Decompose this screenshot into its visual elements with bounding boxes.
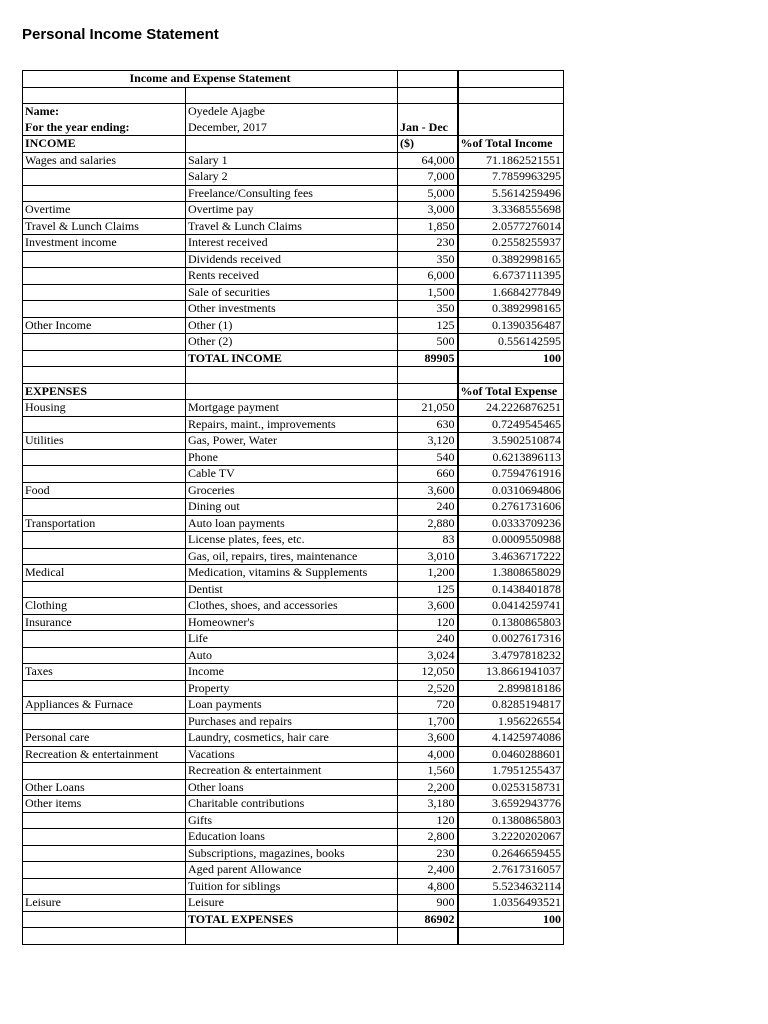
- item-cell: Interest received: [186, 235, 398, 252]
- category-cell: [23, 862, 186, 879]
- item-cell: Salary 2: [186, 169, 398, 186]
- pct-cell: 0.0414259741: [458, 598, 564, 615]
- income-row: [23, 235, 564, 252]
- expense-row: [23, 763, 564, 780]
- pct-cell: 1.0356493521: [458, 895, 564, 912]
- pct-cell: 0.3892998165: [458, 301, 564, 318]
- item-cell: Recreation & entertainment: [186, 763, 398, 780]
- income-row: [23, 317, 564, 334]
- pct-cell: 7.7859963295: [458, 169, 564, 186]
- expense-row: [23, 416, 564, 433]
- expense-row: [23, 466, 564, 483]
- category-cell: Housing: [23, 400, 186, 417]
- category-cell: [23, 713, 186, 730]
- expense-header-row: [23, 383, 564, 400]
- pct-cell: 3.5902510874: [458, 433, 564, 450]
- spacer-row: [23, 87, 564, 104]
- item-cell: Dividends received: [186, 251, 398, 268]
- expense-row: [23, 779, 564, 796]
- pct-cell: 0.1380865803: [458, 614, 564, 631]
- item-cell: Purchases and repairs: [186, 713, 398, 730]
- category-cell: Overtime: [23, 202, 186, 219]
- expense-row: [23, 895, 564, 912]
- item-cell: Freelance/Consulting fees: [186, 185, 398, 202]
- expense-row: [23, 796, 564, 813]
- empty-cell: [458, 928, 564, 945]
- amount-cell: 1,560: [398, 763, 458, 780]
- item-cell: Laundry, cosmetics, hair care: [186, 730, 398, 747]
- category-cell: Taxes: [23, 664, 186, 681]
- expense-row: [23, 730, 564, 747]
- category-cell: Wages and salaries: [23, 152, 186, 169]
- pct-cell: 0.0333709236: [458, 515, 564, 532]
- amount-cell: 2,200: [398, 779, 458, 796]
- amount-cell: 3,010: [398, 548, 458, 565]
- item-cell: Clothes, shoes, and accessories: [186, 598, 398, 615]
- empty-cell: [186, 136, 398, 153]
- category-cell: [23, 581, 186, 598]
- empty-cell: [398, 367, 458, 384]
- empty-cell: [186, 367, 398, 384]
- empty-cell: [23, 928, 186, 945]
- expense-section-label: EXPENSES: [23, 383, 186, 400]
- category-cell: Other items: [23, 796, 186, 813]
- pct-cell: 5.5614259496: [458, 185, 564, 202]
- amount-cell: 5,000: [398, 185, 458, 202]
- empty-cell: [398, 104, 458, 120]
- expense-row: [23, 449, 564, 466]
- category-cell: Recreation & entertainment: [23, 746, 186, 763]
- income-row: [23, 268, 564, 285]
- pct-cell: 0.1390356487: [458, 317, 564, 334]
- empty-cell: [398, 87, 458, 104]
- expense-row: [23, 878, 564, 895]
- item-cell: Other (2): [186, 334, 398, 351]
- category-cell: [23, 829, 186, 846]
- empty-cell: [458, 367, 564, 384]
- item-cell: Dentist: [186, 581, 398, 598]
- amount-cell: 3,600: [398, 598, 458, 615]
- expense-row: [23, 862, 564, 879]
- income-section-label: INCOME: [23, 136, 186, 153]
- pct-cell: 1.956226554: [458, 713, 564, 730]
- category-cell: Investment income: [23, 235, 186, 252]
- name-row: [23, 104, 564, 120]
- empty-cell: [458, 71, 564, 88]
- amount-cell: 3,120: [398, 433, 458, 450]
- spacer-row: [23, 928, 564, 945]
- category-cell: Clothing: [23, 598, 186, 615]
- amount-cell: 120: [398, 614, 458, 631]
- expense-pct-header: %of Total Expense: [458, 383, 564, 400]
- category-cell: [23, 532, 186, 549]
- amount-cell: 3,024: [398, 647, 458, 664]
- amount-cell: 240: [398, 631, 458, 648]
- amount-cell: 125: [398, 581, 458, 598]
- pct-cell: 3.4636717222: [458, 548, 564, 565]
- year-row: [23, 120, 564, 136]
- item-cell: Other loans: [186, 779, 398, 796]
- income-row: [23, 334, 564, 351]
- category-cell: [23, 301, 186, 318]
- pct-cell: 71.1862521551: [458, 152, 564, 169]
- item-cell: Charitable contributions: [186, 796, 398, 813]
- pct-cell: 0.1380865803: [458, 812, 564, 829]
- category-cell: [23, 647, 186, 664]
- income-row: [23, 218, 564, 235]
- category-cell: [23, 548, 186, 565]
- category-cell: [23, 763, 186, 780]
- amount-cell: 1,500: [398, 284, 458, 301]
- total-income-label: TOTAL INCOME: [186, 350, 398, 367]
- item-cell: Life: [186, 631, 398, 648]
- year-label: For the year ending:: [23, 120, 186, 136]
- empty-cell: [398, 383, 458, 400]
- income-pct-header: %of Total Income: [458, 136, 564, 153]
- empty-cell: [458, 87, 564, 104]
- expense-row: [23, 829, 564, 846]
- amount-cell: 2,800: [398, 829, 458, 846]
- amount-cell: 2,400: [398, 862, 458, 879]
- item-cell: Vacations: [186, 746, 398, 763]
- category-cell: [23, 466, 186, 483]
- amount-cell: 7,000: [398, 169, 458, 186]
- category-cell: Leisure: [23, 895, 186, 912]
- amount-cell: 3,180: [398, 796, 458, 813]
- pct-cell: 1.6684277849: [458, 284, 564, 301]
- amount-cell: 83: [398, 532, 458, 549]
- year-value: December, 2017: [186, 120, 398, 136]
- amount-cell: 230: [398, 235, 458, 252]
- category-cell: Travel & Lunch Claims: [23, 218, 186, 235]
- amount-cell: 64,000: [398, 152, 458, 169]
- amount-cell: 720: [398, 697, 458, 714]
- item-cell: Mortgage payment: [186, 400, 398, 417]
- pct-cell: 4.1425974086: [458, 730, 564, 747]
- income-row: [23, 301, 564, 318]
- amount-cell: 2,520: [398, 680, 458, 697]
- pct-cell: 0.3892998165: [458, 251, 564, 268]
- amount-cell: 2,880: [398, 515, 458, 532]
- pct-cell: 0.0253158731: [458, 779, 564, 796]
- income-expense-table: [22, 70, 564, 945]
- expense-row: [23, 482, 564, 499]
- pct-cell: 1.7951255437: [458, 763, 564, 780]
- period-label: Jan - Dec: [398, 120, 458, 136]
- item-cell: Cable TV: [186, 466, 398, 483]
- category-cell: Personal care: [23, 730, 186, 747]
- pct-cell: 3.4797818232: [458, 647, 564, 664]
- amount-cell: 1,200: [398, 565, 458, 582]
- empty-cell: [186, 87, 398, 104]
- amount-cell: 21,050: [398, 400, 458, 417]
- expense-row: [23, 433, 564, 450]
- pct-cell: 2.899818186: [458, 680, 564, 697]
- pct-cell: 6.6737111395: [458, 268, 564, 285]
- expense-row: [23, 713, 564, 730]
- item-cell: Phone: [186, 449, 398, 466]
- amount-cell: 350: [398, 251, 458, 268]
- page-title: Personal Income Statement: [22, 26, 219, 43]
- expense-row: [23, 812, 564, 829]
- item-cell: Gas, oil, repairs, tires, maintenance: [186, 548, 398, 565]
- category-cell: [23, 499, 186, 516]
- income-row: [23, 152, 564, 169]
- statement-title: Income and Expense Statement: [23, 71, 398, 88]
- pct-cell: 0.1438401878: [458, 581, 564, 598]
- amount-cell: 240: [398, 499, 458, 516]
- expense-row: [23, 746, 564, 763]
- pct-cell: 0.8285194817: [458, 697, 564, 714]
- category-cell: [23, 680, 186, 697]
- pct-cell: 0.2761731606: [458, 499, 564, 516]
- category-cell: [23, 845, 186, 862]
- item-cell: Other (1): [186, 317, 398, 334]
- expense-row: [23, 532, 564, 549]
- item-cell: Repairs, maint., improvements: [186, 416, 398, 433]
- amount-cell: 230: [398, 845, 458, 862]
- expense-row: [23, 697, 564, 714]
- pct-cell: 0.7249545465: [458, 416, 564, 433]
- pct-cell: 0.0460288601: [458, 746, 564, 763]
- total-expense-label: TOTAL EXPENSES: [186, 911, 398, 928]
- pct-cell: 3.2220202067: [458, 829, 564, 846]
- amount-cell: 12,050: [398, 664, 458, 681]
- amount-cell: 125: [398, 317, 458, 334]
- category-cell: Insurance: [23, 614, 186, 631]
- category-cell: Food: [23, 482, 186, 499]
- pct-cell: 3.3368555698: [458, 202, 564, 219]
- amount-cell: 4,800: [398, 878, 458, 895]
- pct-cell: 13.8661941037: [458, 664, 564, 681]
- total-expense-amount: 86902: [398, 911, 458, 928]
- empty-cell: [186, 383, 398, 400]
- amount-header: ($): [398, 136, 458, 153]
- category-cell: [23, 169, 186, 186]
- name-value: Oyedele Ajagbe: [186, 104, 398, 120]
- pct-cell: 2.0577276014: [458, 218, 564, 235]
- category-cell: [23, 334, 186, 351]
- pct-cell: 0.2558255937: [458, 235, 564, 252]
- income-row: [23, 185, 564, 202]
- income-header-row: [23, 136, 564, 153]
- item-cell: Loan payments: [186, 697, 398, 714]
- pct-cell: 0.0027617316: [458, 631, 564, 648]
- expense-row: [23, 680, 564, 697]
- pct-cell: 0.6213896113: [458, 449, 564, 466]
- expense-row: [23, 548, 564, 565]
- item-cell: License plates, fees, etc.: [186, 532, 398, 549]
- empty-cell: [398, 71, 458, 88]
- item-cell: Medication, vitamins & Supplements: [186, 565, 398, 582]
- item-cell: Leisure: [186, 895, 398, 912]
- total-expense-pct: 100: [458, 911, 564, 928]
- empty-cell: [23, 367, 186, 384]
- pct-cell: 24.2226876251: [458, 400, 564, 417]
- category-cell: Other Income: [23, 317, 186, 334]
- amount-cell: 3,000: [398, 202, 458, 219]
- income-row: [23, 284, 564, 301]
- amount-cell: 630: [398, 416, 458, 433]
- expense-row: [23, 845, 564, 862]
- amount-cell: 500: [398, 334, 458, 351]
- amount-cell: 1,850: [398, 218, 458, 235]
- income-row: [23, 169, 564, 186]
- name-label: Name:: [23, 104, 186, 120]
- category-cell: [23, 251, 186, 268]
- item-cell: Aged parent Allowance: [186, 862, 398, 879]
- expense-row: [23, 647, 564, 664]
- empty-cell: [23, 911, 186, 928]
- pct-cell: 2.7617316057: [458, 862, 564, 879]
- expense-row: [23, 515, 564, 532]
- pct-cell: 0.0310694806: [458, 482, 564, 499]
- item-cell: Income: [186, 664, 398, 681]
- category-cell: Appliances & Furnace: [23, 697, 186, 714]
- expense-row: [23, 631, 564, 648]
- category-cell: [23, 449, 186, 466]
- item-cell: Education loans: [186, 829, 398, 846]
- category-cell: [23, 631, 186, 648]
- pct-cell: 0.2646659455: [458, 845, 564, 862]
- category-cell: [23, 185, 186, 202]
- item-cell: Gifts: [186, 812, 398, 829]
- expense-row: [23, 598, 564, 615]
- category-cell: Utilities: [23, 433, 186, 450]
- income-row: [23, 251, 564, 268]
- item-cell: Sale of securities: [186, 284, 398, 301]
- item-cell: Overtime pay: [186, 202, 398, 219]
- category-cell: Other Loans: [23, 779, 186, 796]
- item-cell: Travel & Lunch Claims: [186, 218, 398, 235]
- expense-row: [23, 400, 564, 417]
- pct-cell: 0.7594761916: [458, 466, 564, 483]
- total-expense-row: [23, 911, 564, 928]
- item-cell: Property: [186, 680, 398, 697]
- empty-cell: [398, 928, 458, 945]
- empty-cell: [23, 350, 186, 367]
- pct-cell: 1.3808658029: [458, 565, 564, 582]
- item-cell: Dining out: [186, 499, 398, 516]
- amount-cell: 900: [398, 895, 458, 912]
- amount-cell: 3,600: [398, 730, 458, 747]
- item-cell: Auto loan payments: [186, 515, 398, 532]
- amount-cell: 6,000: [398, 268, 458, 285]
- pct-cell: 0.0009550988: [458, 532, 564, 549]
- item-cell: Subscriptions, magazines, books: [186, 845, 398, 862]
- total-income-pct: 100: [458, 350, 564, 367]
- item-cell: Homeowner's: [186, 614, 398, 631]
- category-cell: [23, 878, 186, 895]
- empty-cell: [23, 87, 186, 104]
- expense-row: [23, 581, 564, 598]
- expense-row: [23, 664, 564, 681]
- item-cell: Groceries: [186, 482, 398, 499]
- expense-row: [23, 499, 564, 516]
- category-cell: [23, 284, 186, 301]
- income-row: [23, 202, 564, 219]
- empty-cell: [458, 120, 564, 136]
- pct-cell: 0.556142595: [458, 334, 564, 351]
- item-cell: Other investments: [186, 301, 398, 318]
- amount-cell: 540: [398, 449, 458, 466]
- empty-cell: [186, 928, 398, 945]
- statement-title-row: [23, 71, 564, 88]
- item-cell: Gas, Power, Water: [186, 433, 398, 450]
- item-cell: Tuition for siblings: [186, 878, 398, 895]
- total-income-amount: 89905: [398, 350, 458, 367]
- total-income-row: [23, 350, 564, 367]
- item-cell: Rents received: [186, 268, 398, 285]
- empty-cell: [458, 104, 564, 120]
- amount-cell: 4,000: [398, 746, 458, 763]
- category-cell: Medical: [23, 565, 186, 582]
- amount-cell: 120: [398, 812, 458, 829]
- amount-cell: 1,700: [398, 713, 458, 730]
- amount-cell: 3,600: [398, 482, 458, 499]
- amount-cell: 660: [398, 466, 458, 483]
- pct-cell: 5.5234632114: [458, 878, 564, 895]
- pct-cell: 3.6592943776: [458, 796, 564, 813]
- category-cell: Transportation: [23, 515, 186, 532]
- category-cell: [23, 268, 186, 285]
- category-cell: [23, 812, 186, 829]
- amount-cell: 350: [398, 301, 458, 318]
- expense-row: [23, 614, 564, 631]
- expense-row: [23, 565, 564, 582]
- item-cell: Auto: [186, 647, 398, 664]
- spacer-row: [23, 367, 564, 384]
- item-cell: Salary 1: [186, 152, 398, 169]
- category-cell: [23, 416, 186, 433]
